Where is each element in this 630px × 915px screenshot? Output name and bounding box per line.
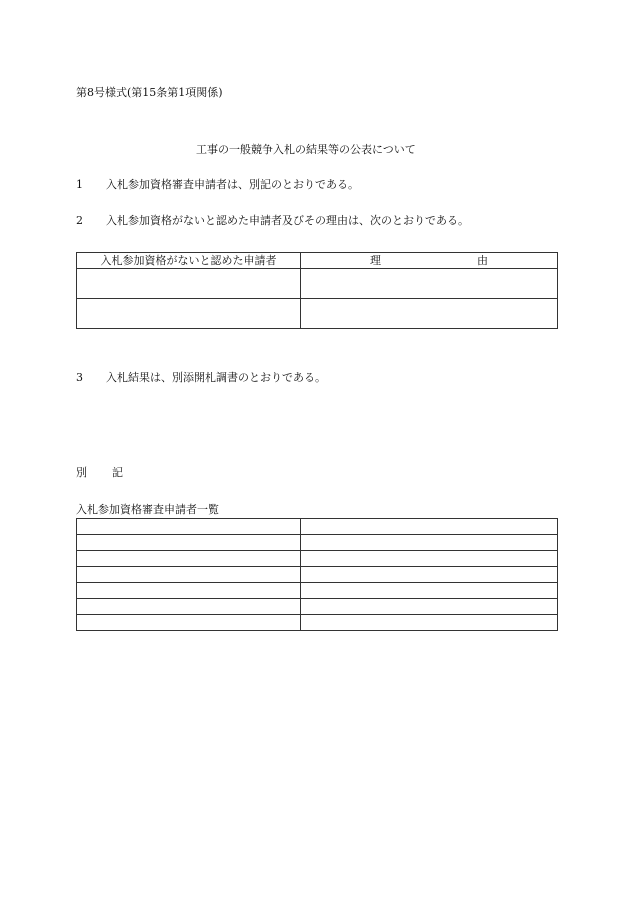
table-row <box>77 583 558 599</box>
disqualified-table-header <box>77 253 558 269</box>
list-cell <box>301 599 558 615</box>
document-title: 工事の一般競争入札の結果等の公表について <box>196 143 416 156</box>
header-reason-char-2: 由 <box>477 253 488 267</box>
list-cell <box>77 567 301 583</box>
list-cell <box>301 519 558 535</box>
item-1 <box>76 178 359 192</box>
item-2-number: 2 <box>76 214 83 227</box>
applicant-cell <box>77 299 301 329</box>
list-cell <box>77 599 301 615</box>
item-1-text: 入札参加資格審査申請者は、別記のとおりである。 <box>106 178 359 191</box>
table-row <box>77 615 558 631</box>
table-row <box>77 567 558 583</box>
item-2-text: 入札参加資格がないと認めた申請者及びその理由は、次のとおりである。 <box>106 214 469 227</box>
list-cell <box>301 535 558 551</box>
list-cell <box>77 551 301 567</box>
list-cell <box>77 519 301 535</box>
list-cell <box>77 615 301 631</box>
item-3 <box>76 371 326 385</box>
applicant-cell <box>77 269 301 299</box>
header-reason <box>301 253 558 269</box>
table-row <box>77 519 558 535</box>
appendix-heading-char-1: 別 <box>76 466 87 479</box>
form-label: 第8号様式(第15条第1項関係) <box>76 86 223 99</box>
disqualified-table <box>76 252 558 329</box>
appendix-heading <box>76 466 123 480</box>
list-cell <box>77 583 301 599</box>
item-3-number: 3 <box>76 371 83 384</box>
table-row <box>77 551 558 567</box>
table-row <box>77 535 558 551</box>
table-row <box>77 269 558 299</box>
item-3-text: 入札結果は、別添開札調書のとおりである。 <box>106 371 326 384</box>
header-reason-char-1: 理 <box>370 253 381 267</box>
table-row <box>77 299 558 329</box>
table-row <box>77 599 558 615</box>
list-cell <box>301 567 558 583</box>
item-2 <box>76 214 469 228</box>
appendix-heading-char-2: 記 <box>112 466 123 479</box>
item-1-number: 1 <box>76 178 83 191</box>
list-cell <box>77 535 301 551</box>
list-cell <box>301 615 558 631</box>
list-cell <box>301 583 558 599</box>
applicant-list-table <box>76 518 558 631</box>
reason-cell <box>301 269 558 299</box>
reason-cell <box>301 299 558 329</box>
header-applicant: 入札参加資格がないと認めた申請者 <box>77 253 301 269</box>
list-cell <box>301 551 558 567</box>
applicant-list-title: 入札参加資格審査申請者一覧 <box>76 503 219 516</box>
